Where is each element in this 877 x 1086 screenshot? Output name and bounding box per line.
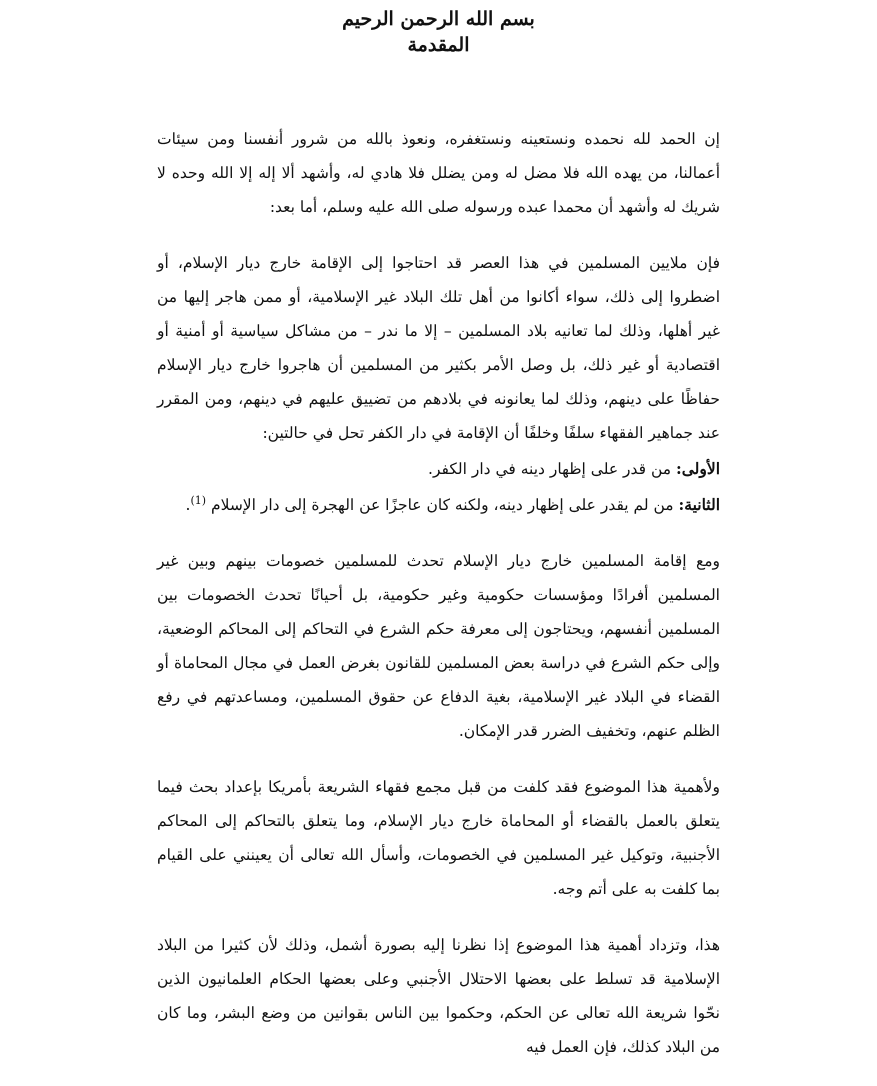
paragraph-importance: هذا، وتزداد أهمية هذا الموضوع إذا نظرنا إليه بصورة أشمل، وذلك لأن كثيرا من البلاد الإسلامية قد تسلط على بعضها الاحتلال الأجنبي وعلى بعضها الحكام العلمانيون الذين نحّوا شريعة الله تعالى عن الحكم، وحكموا بين الناس بقوانين من وضع البشر، وما كان من البلاد كذلك، فإن العمل فيه [157, 936, 720, 1056]
paragraph-opening: إن الحمد لله نحمده ونستعينه ونستغفره، ونعوذ بالله من شرور أنفسنا ومن سيئات أعمالنا، من يهده الله فلا مضل له ومن يضلل فلا هادي له، وأشهد ألا إله إلا الله وحده لا شريك له وأشهد أن محمدا عبده ورسوله صلى الله عليه وسلم، أما بعد: [157, 130, 720, 216]
case-first [157, 452, 720, 486]
page-title: المقدمة [407, 34, 470, 56]
case-second-label: الثانية: [678, 495, 720, 514]
case-first-text: من قدر على إظهار دينه في دار الكفر. [428, 460, 676, 478]
paragraph-residence: فإن ملايين المسلمين في هذا العصر قد احتاجوا إلى الإقامة خارج ديار الإسلام، أو اضطروا إلى ذلك، سواء أكانوا من أهل تلك البلاد غير الإسلامية، أو ممن هاجر إليها من غير أهلها، وذلك لما تعانيه بلاد المسلمين – إلا ما ندر – من مشاكل سياسية أو أمنية أو اقتصادية أو غير ذلك، بل وصل الأمر بكثير من المسلمين أن هاجروا خارج ديار الإسلام حفاظًا على دينهم، وذلك لما يعانونه في بلادهم من تضييق عليهم في دينهم، ومن المقرر عند جماهير الفقهاء سلفًا وخلفًا أن الإقامة في دار الكفر تحل في حالتين: [157, 254, 720, 442]
case-first-label: الأولى: [676, 459, 720, 478]
case-second [157, 488, 720, 522]
basmala-heading: بسم الله الرحمن الرحيم [342, 8, 535, 30]
footnote-marker[interactable]: (1) [190, 493, 207, 507]
case-second-text: من لم يقدر على إظهار دينه، ولكنه كان عاجزًا عن الهجرة إلى دار الإسلام [206, 496, 679, 514]
document-body [157, 122, 720, 1086]
paragraph-assignment: ولأهمية هذا الموضوع فقد كلفت من قبل مجمع فقهاء الشريعة بأمريكا بإعداد بحث فيما يتعلق بالعمل بالقضاء أو المحاماة خارج ديار الإسلام، وما يتعلق بالتحاكم إلى المحاكم الأجنبية، وتوكيل غير المسلمين في الخصومات، وأسأل الله تعالى أن يعينني على القيام بما كلفت به على أتم وجه. [157, 778, 720, 898]
case-second-end: . [185, 496, 191, 514]
paragraph-disputes: ومع إقامة المسلمين خارج ديار الإسلام تحدث للمسلمين خصومات بينهم وبين غير المسلمين أفرادًا ومؤسسات حكومية وغير حكومية، بل أحيانًا تحدث الخصومات بين المسلمين أنفسهم، ويحتاجون إلى معرفة حكم الشرع في التحاكم إلى المحاكم الوضعية، وإلى حكم الشرع في دراسة بعض المسلمين للقانون بغرض العمل في مجال المحاماة أو القضاء في البلاد غير الإسلامية، بغية الدفاع عن حقوق المسلمين، ومساعدتهم في رفع الظلم عنهم، وتخفيف الضرر قدر الإمكان. [157, 552, 720, 740]
